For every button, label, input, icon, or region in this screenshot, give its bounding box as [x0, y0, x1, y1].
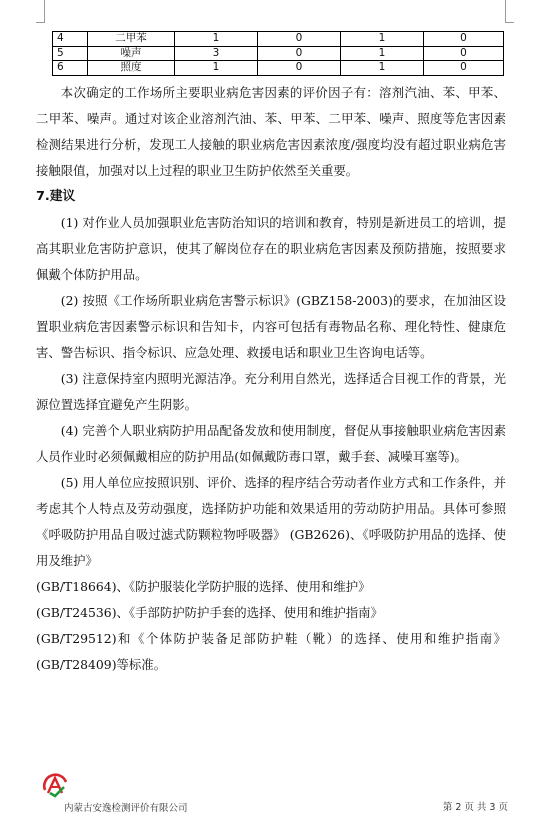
- suggestion-5: (5) 用人单位应按照识别、评价、选择的程序结合劳动者作业方式和工作条件，并考虑其个人特点及劳动强度，选择防护功能和效果适用的劳动防护用品。具体可参照《呼吸防护用品自吸过滤式防颗粒物呼吸器》 (GB2626)、《呼吸防护用品的选择、使用及维护》: [36, 475, 506, 568]
- suggestion-5-line-4: (GB/T29512)和《个体防护装备足部防护鞋（靴）的选择、使用和维护指南》 (GB/T28409)等标准。: [36, 631, 506, 672]
- table-cell: 1: [175, 61, 258, 76]
- table-row: [53, 32, 504, 47]
- table-cell: 3: [175, 46, 258, 61]
- table-cell: 1: [175, 32, 258, 47]
- suggestion-4: (4) 完善个人职业病防护用品配备发放和使用制度，督促从事接触职业病危害因素人员作业时必须佩戴相应的防护用品(如佩戴防毒口罩，戴手套、减噪耳塞等)。: [36, 423, 506, 464]
- crop-mark-top-right: [505, 0, 514, 23]
- table-cell: 0: [258, 46, 341, 61]
- table-cell: 6: [53, 61, 88, 76]
- table-cell: 1: [341, 46, 424, 61]
- company-name: 内蒙古安逸检测评价有限公司: [64, 803, 188, 814]
- table-cell: 0: [258, 32, 341, 47]
- table-cell: 0: [258, 61, 341, 76]
- summary-paragraph: 本次确定的工作场所主要职业病危害因素的评价因子有：溶剂汽油、苯、甲苯、二甲苯、噪声。通过对该企业溶剂汽油、苯、甲苯、二甲苯、噪声、照度等危害因素检测结果进行分析，发现工人接触的职业病危害因素浓度/强度均没有超过职业病危害接触限值，加强对以上过程的职业卫生防护依然至关重要。: [36, 85, 506, 178]
- table-cell: 1: [341, 61, 424, 76]
- suggestion-2: (2) 按照《工作场所职业病危害警示标识》(GBZ158-2003)的要求，在加油区设置职业病危害因素警示标识和告知卡，内容可包括有毒物品名称、理化特性、健康危害、警告标识、指令标识、应急处理、救援电话和职业卫生咨询电话等。: [36, 293, 506, 360]
- table-row: [53, 61, 504, 76]
- table-cell: 0: [424, 32, 504, 47]
- crop-mark-top-left: [36, 0, 45, 23]
- table-cell: 0: [424, 61, 504, 76]
- table-cell: 噪声: [88, 46, 175, 61]
- table-cell: 0: [424, 46, 504, 61]
- suggestion-5-line-3: (GB/T24536)、《手部防护防护手套的选择、使用和维护指南》: [36, 605, 383, 620]
- table-cell: 1: [341, 32, 424, 47]
- table-row: [53, 46, 504, 61]
- table-cell: 5: [53, 46, 88, 61]
- page-footer: [36, 770, 514, 820]
- section-heading: 7.建议: [36, 189, 76, 204]
- page-number: 第 2 页 共 3 页: [442, 802, 508, 813]
- suggestion-5-line-2: (GB/T18664)、《防护服装化学防护服的选择、使用和维护》: [36, 579, 371, 594]
- table-cell: 照度: [88, 61, 175, 76]
- company-logo-icon: [40, 770, 70, 798]
- suggestion-3: (3) 注意保持室内照明光源洁净。充分利用自然光，选择适合目视工作的背景，光源位置选择宜避免产生阴影。: [36, 371, 506, 412]
- hazard-table: [52, 31, 504, 76]
- table-cell: 二甲苯: [88, 32, 175, 47]
- document-body: [36, 80, 506, 678]
- table-cell: 4: [53, 32, 88, 47]
- suggestion-1: (1) 对作业人员加强职业危害防治知识的培训和教育，特别是新进员工的培训，提高其职业危害防护意识，使其了解岗位存在的职业病危害因素及预防措施，按照要求佩戴个体防护用品。: [36, 215, 506, 282]
